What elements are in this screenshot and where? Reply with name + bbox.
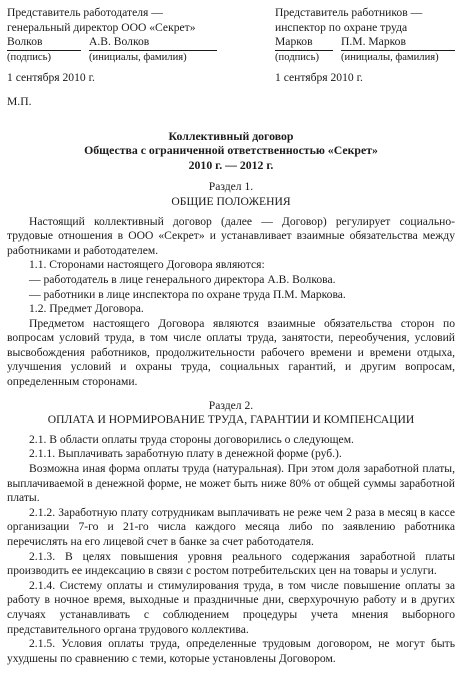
employer-caption-name: (инициалы, фамилия) (89, 51, 187, 63)
section1-paragraph: 1.2. Предмет Договора. (29, 302, 144, 316)
section1-paragraph: — работодатель в лице генерального директора А.В. Волкова. (29, 272, 336, 286)
section2-paragraph: 2.1.3. В целях повышения уровня реального содержания заработной платы производить ее индексацию в связи с ростом потребительских цен на товары и услуги. (7, 549, 455, 578)
signature-block (7, 6, 455, 86)
section1-number: Раздел 1. (208, 180, 254, 194)
section2-paragraph: 2.1.2. Заработную плату сотрудникам выплачивать не реже чем 2 раза в месяц в кассе организации 7-го и 21-го числа каждого месяца либо по заявлению работника перечислять на его лицевой счет в банке за счет работодателя. (7, 505, 455, 548)
section1-heading: ОБЩИЕ ПОЛОЖЕНИЯ (171, 194, 291, 208)
employees-signature (275, 6, 455, 86)
document-title-line2: Общества с ограниченной ответственностью «Секрет» (84, 143, 378, 158)
employees-title-line1: Представитель работников — (275, 6, 423, 19)
employer-date: 1 сентября 2010 г. (7, 71, 95, 85)
employer-signature (7, 6, 217, 86)
employer-name-value: А.В. Волков (89, 35, 217, 51)
section1-paragraph: 1.1. Сторонами настоящего Договора являются: (29, 258, 265, 272)
employees-caption-signature: (подпись) (275, 51, 319, 63)
employer-signature-line (7, 35, 217, 51)
stamp-place: М.П. (7, 94, 32, 108)
section2-number: Раздел 2. (208, 398, 254, 412)
employer-title-line1: Представитель работодателя — (7, 6, 163, 19)
employer-captions (7, 51, 217, 66)
section2-paragraph: 2.1. В области оплаты труда стороны договорились о следующем. (29, 432, 354, 446)
employees-date: 1 сентября 2010 г. (275, 71, 363, 85)
section2-heading: ОПЛАТА И НОРМИРОВАНИЕ ТРУДА, ГАРАНТИИ И КОМПЕНСАЦИИ (47, 413, 415, 427)
document-title-line1: Коллективный договор (168, 128, 294, 143)
section2-paragraph: 2.1.5. Условия оплаты труда, определенные трудовым договором, не могут быть ухудшены по сравнению с теми, которые установлены Договором. (7, 637, 455, 665)
employees-signature-line (275, 35, 455, 51)
employer-signature-value: Волков (7, 35, 81, 51)
section2-paragraph: Возможна иная форма оплаты труда (натуральная). При этом доля заработной платы, выплачиваемой в денежной форме, не может быть ниже 80% от общей суммы заработной платы. (7, 462, 455, 505)
employees-title-line2: инспектор по охране труда (275, 20, 408, 34)
employer-title-line2: генеральный директор ООО «Секрет» (7, 20, 196, 34)
employees-name-value: П.М. Марков (341, 35, 455, 51)
employees-captions (275, 51, 455, 66)
section1-paragraph: Настоящий коллективный договор (далее — Договор) регулирует социально-трудовые отношения в ООО «Секрет» и устанавливает взаимные обязательства между работниками и работодателем. (7, 214, 455, 257)
employer-caption-signature: (подпись) (7, 51, 51, 63)
document-title-line3: 2010 г. — 2012 г. (188, 157, 274, 172)
section2-paragraph: 2.1.4. Систему оплаты и стимулирования труда, в том числе повышение оплаты за работу в ночное время, выходные и праздничные дни, сверхурочную работу и в других случаях устанавливать с соблюдением процедуры учета мнения выборного представительного органа трудового коллектива. (7, 578, 455, 636)
section1-paragraph: — работники в лице инспектора по охране труда П.М. Маркова. (29, 287, 346, 301)
section1-paragraph: Предметом настоящего Договора являются взаимные обязательства сторон по вопросам условий труда, в том числе оплаты труда, занятости, переобучения, условий высвобождения работников, продолжительности рабочего времени и времени отдыха, улучшения условий и охраны труда, социальных гарантий, и другим вопросам, определенным сторонами. (7, 316, 455, 389)
employees-signature-value: Марков (275, 35, 333, 51)
section2-paragraph: 2.1.1. Выплачивать заработную плату в денежной форме (руб.). (29, 447, 342, 461)
employees-caption-name: (инициалы, фамилия) (341, 51, 439, 63)
